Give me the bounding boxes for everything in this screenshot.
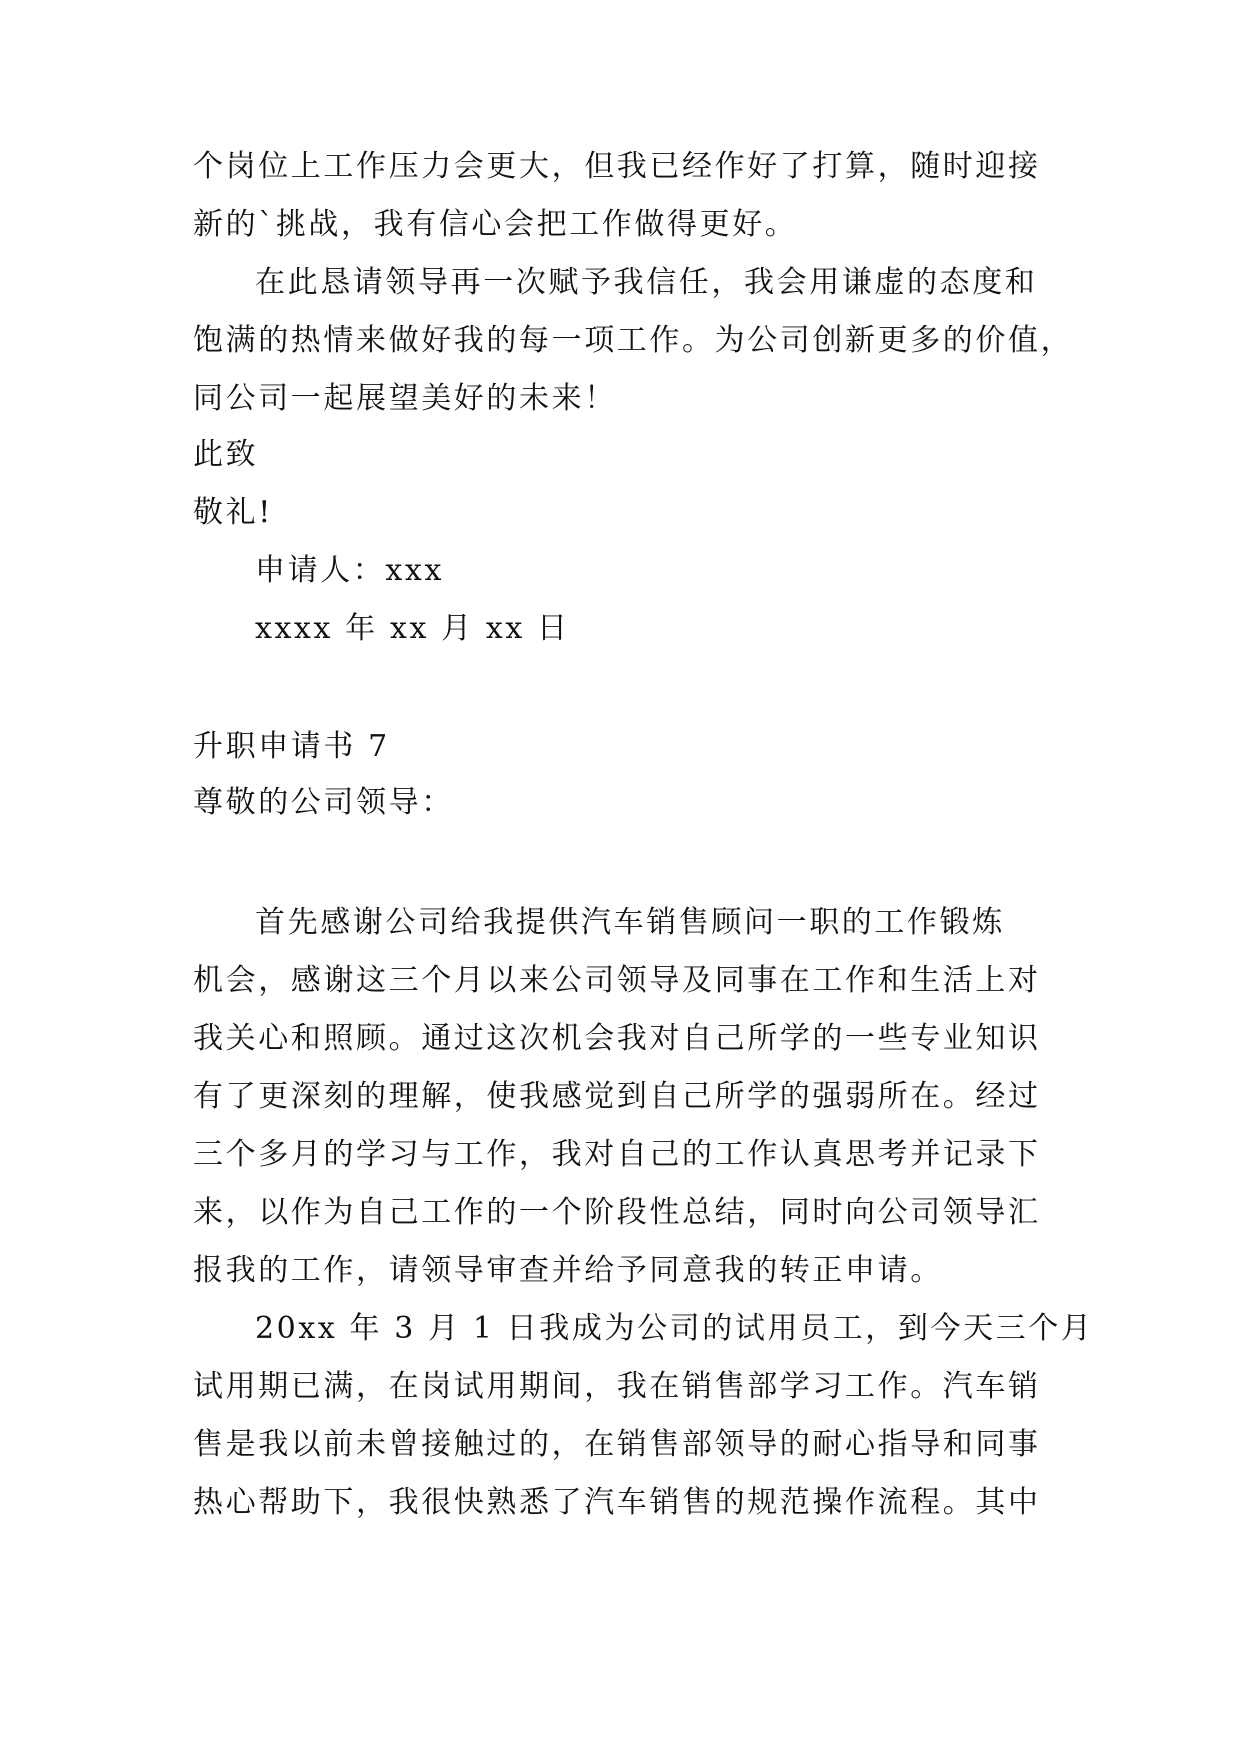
section-title: 升职申请书 7 [193, 729, 390, 764]
signature-applicant: 申请人：xxx [255, 553, 444, 588]
text-line: 三个多月的学习与工作，我对自己的工作认真思考并记录下 [193, 1137, 1041, 1172]
closing-respect: 敬礼! [193, 495, 273, 530]
text-line: 机会，感谢这三个月以来公司领导及同事在工作和生活上对 [193, 963, 1041, 998]
signature-date: xxxx 年 xx 月 xx 日 [255, 611, 570, 646]
text-line: 报我的工作，请领导审查并给予同意我的转正申请。 [193, 1253, 943, 1288]
greeting: 尊敬的公司领导： [193, 785, 454, 820]
text-line: 试用期已满，在岗试用期间，我在销售部学习工作。汽车销 [193, 1369, 1041, 1404]
text-line: 我关心和照顾。通过这次机会我对自己所学的一些专业知识 [193, 1021, 1041, 1056]
text-line: 热心帮助下，我很快熟悉了汽车销售的规范操作流程。其中 [193, 1485, 1041, 1520]
text-line: 来，以作为自己工作的一个阶段性总结，同时向公司领导汇 [193, 1195, 1041, 1230]
text-line: 售是我以前未曾接触过的，在销售部领导的耐心指导和同事 [193, 1427, 1041, 1462]
text-line: 20xx 年 3 月 1 日我成为公司的试用员工，到今天三个月 [255, 1311, 1094, 1346]
text-line: 在此恳请领导再一次赋予我信任，我会用谦虚的态度和 [255, 265, 1038, 300]
text-line: 个岗位上工作压力会更大，但我已经作好了打算，随时迎接 [193, 149, 1041, 184]
text-line: 新的`挑战，我有信心会把工作做得更好。 [193, 207, 798, 242]
text-line: 同公司一起展望美好的未来！ [193, 381, 617, 416]
text-line: 有了更深刻的理解，使我感觉到自己所学的强弱所在。经过 [193, 1079, 1041, 1114]
closing-salutation: 此致 [193, 437, 259, 472]
text-line: 饱满的热情来做好我的每一项工作。为公司创新更多的价值， [193, 323, 1074, 358]
text-line: 首先感谢公司给我提供汽车销售顾问一职的工作锻炼 [255, 905, 1005, 940]
